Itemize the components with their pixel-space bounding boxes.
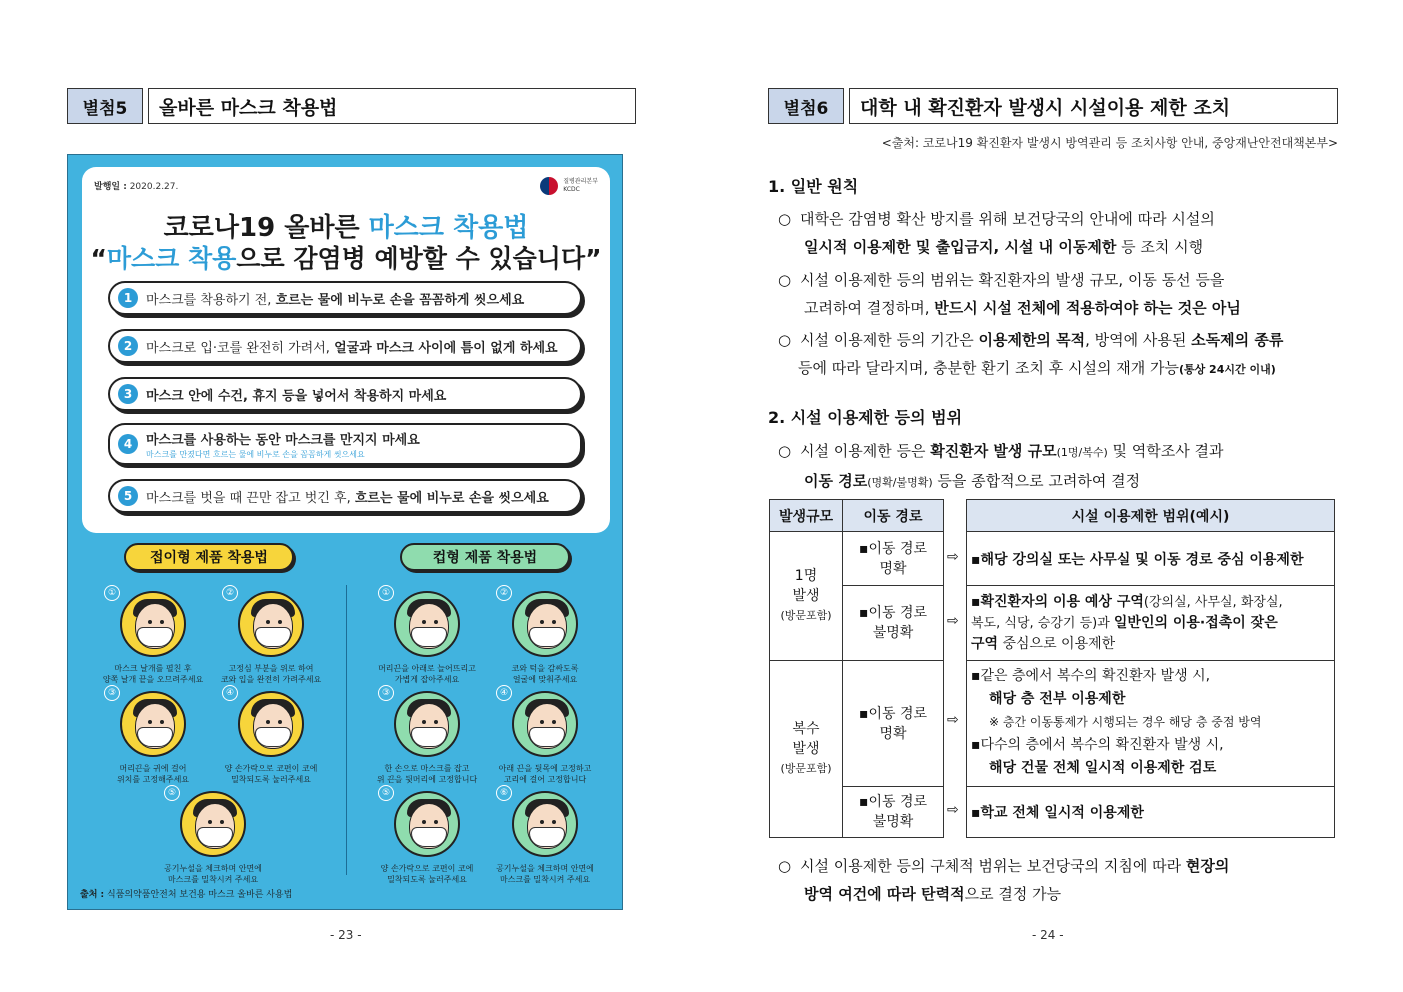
face-illustration-icon bbox=[394, 791, 460, 857]
poster-rules-panel bbox=[82, 167, 610, 533]
rule-text-b: 흐르는 물에 비누로 손을 꼼꼼하게 씻으세요 bbox=[275, 292, 525, 308]
issue-label: 발행일 : bbox=[94, 182, 127, 192]
fold-step-5 bbox=[148, 785, 278, 885]
poster-title-line2 bbox=[82, 239, 610, 275]
fold-type-title: 접이형 제품 착용법 bbox=[124, 543, 294, 571]
face-illustration-icon bbox=[512, 691, 578, 757]
poster-source-label: 출처 : bbox=[80, 890, 105, 900]
principle-2: ○ 시설 이용제한 등의 범위는 확진환자의 발생 규모, 이동 동선 등을 고려하여 결정하며, 반드시 시설 전체에 적용하여야 하는 것은 아님 bbox=[778, 266, 1338, 322]
scope-closing: ○ 시설 이용제한 등의 구체적 범위는 보건당국의 지침에 따라 현장의 방역 여건에 따라 탄력적으로 결정 가능 bbox=[778, 852, 1338, 908]
header-route: 이동 경로 bbox=[842, 499, 944, 532]
step-caption: 한 손으로 마스크를 잡고 위 끈을 뒷머리에 고정합니다 bbox=[376, 764, 478, 784]
header-range: 시설 이용제한 범위(예시) bbox=[966, 499, 1335, 532]
rule-number: 5 bbox=[118, 486, 138, 506]
poster-source-text: 식품의약품안전처 보건용 마스크 올바른 사용법 bbox=[107, 890, 293, 900]
step-number: ④ bbox=[222, 685, 238, 701]
issue-date bbox=[94, 179, 178, 192]
cup-step-1 bbox=[362, 585, 492, 685]
face-illustration-icon bbox=[238, 591, 304, 657]
cup-step-2 bbox=[480, 585, 610, 685]
arrow-icon: ⇨ bbox=[947, 802, 959, 818]
rule-text bbox=[146, 487, 549, 506]
route-unclear-2: ▪이동 경로 불명확 bbox=[842, 786, 944, 838]
kcdc-text bbox=[563, 178, 598, 194]
arrow-icon: ⇨ bbox=[947, 549, 959, 565]
poster-source bbox=[80, 887, 292, 900]
rule-number: 2 bbox=[118, 336, 138, 356]
group-multiple-cases: 복수 발생 (방문포함) bbox=[769, 660, 843, 838]
title2-b: 마스크 착용 bbox=[106, 244, 237, 273]
agency-name: 질병관리본부 bbox=[563, 178, 598, 185]
face-illustration-icon bbox=[238, 691, 304, 757]
rule-text bbox=[146, 429, 420, 460]
range-one-unclear: ▪확진환자의 이용 예상 구역(강의실, 사무실, 화장실, 복도, 식당, 승강기 등)과 일반인의 이용·접촉이 잦은 구역 중심으로 이용제한 bbox=[966, 585, 1335, 661]
step-caption: 양 손가락으로 코편이 코에 밀착되도록 눌러주세요 bbox=[380, 864, 474, 884]
section-general-principles: 1. 일반 원칙 bbox=[768, 177, 859, 196]
step-caption: 마스크 날개를 펼친 후 양쪽 날개 끝을 오므려주세요 bbox=[102, 664, 204, 684]
issue-date-value: 2020.2.27. bbox=[129, 182, 179, 192]
mask-poster bbox=[67, 154, 623, 910]
step-number: ② bbox=[496, 585, 512, 601]
step-caption: 머리끈을 아래로 늘어뜨리고 가볍게 잡아주세요 bbox=[378, 664, 476, 684]
title2-a: “ bbox=[90, 244, 107, 273]
step-caption: 코와 턱을 감싸도록 얼굴에 맞춰주세요 bbox=[511, 664, 579, 684]
fold-step-2 bbox=[206, 585, 336, 685]
principle-1: ○ 대학은 감염병 확산 방지를 위해 보건당국의 안내에 따라 시설의 일시적 이용제한 및 출입금지, 시설 내 이동제한 등 조치 시행 bbox=[778, 205, 1338, 261]
rule-subtext: 마스크를 만졌다면 흐르는 물에 비누로 손을 꼼꼼하게 씻으세요 bbox=[146, 449, 365, 459]
method-divider bbox=[346, 585, 347, 875]
step-number: ③ bbox=[378, 685, 394, 701]
agency-abbr: KCDC bbox=[563, 186, 580, 193]
rule-text-a: 마스크로 입·코를 완전히 가려서, bbox=[146, 340, 335, 356]
step-caption: 아래 끈을 뒷목에 고정하고 고리에 걸어 고정합니다 bbox=[498, 764, 592, 784]
cup-step-5 bbox=[362, 785, 492, 885]
face-illustration-icon bbox=[512, 791, 578, 857]
rule-text-a: 마스크를 착용하기 전, bbox=[146, 292, 276, 308]
appendix6-title: 대학 내 확진환자 발생시 시설이용 제한 조치 bbox=[849, 88, 1338, 124]
step-number: ⑤ bbox=[378, 785, 394, 801]
fold-step-4 bbox=[206, 685, 336, 785]
rule-3 bbox=[108, 377, 582, 411]
rule-text bbox=[146, 337, 558, 356]
route-unclear-1: ▪이동 경로 불명확 bbox=[842, 585, 944, 661]
rule-text-a: 마스크를 벗을 때 끈만 잡고 벗긴 후, bbox=[146, 490, 355, 506]
title1-b: 마스크 착용법 bbox=[368, 213, 529, 243]
header-scale: 발생규모 bbox=[769, 499, 843, 532]
kcdc-logo-block bbox=[540, 177, 598, 195]
step-number: ① bbox=[378, 585, 394, 601]
rule-5 bbox=[108, 479, 582, 513]
document-source: <출처: 코로나19 확진환자 발생시 방역관리 등 조치사항 안내, 중앙재난안전대책본부> bbox=[881, 136, 1338, 150]
fold-step-3 bbox=[88, 685, 218, 785]
step-number: ② bbox=[222, 585, 238, 601]
face-illustration-icon bbox=[120, 591, 186, 657]
arrow-icon: ⇨ bbox=[947, 613, 959, 629]
cup-step-3 bbox=[362, 685, 492, 785]
rule-number: 3 bbox=[118, 384, 138, 404]
range-multi-clear: ▪같은 층에서 복수의 확진환자 발생 시, 해당 층 전부 이용제한 ※ 층간 이동통제가 시행되는 경우 해당 층 중점 방역 ▪다수의 층에서 복수의 확진환자 발생 시, 해당 건물 전체 일시적 이용제한 검토 bbox=[966, 660, 1335, 787]
arrow-icon: ⇨ bbox=[947, 712, 959, 728]
step-number: ④ bbox=[496, 685, 512, 701]
title1-a: 코로나19 올바른 bbox=[163, 213, 369, 243]
step-number: ① bbox=[104, 585, 120, 601]
cup-step-4 bbox=[480, 685, 610, 785]
page-number-left: - 23 - bbox=[330, 928, 362, 942]
circle-bullet-icon: ○ bbox=[778, 442, 792, 460]
step-number: ⑤ bbox=[164, 785, 180, 801]
step-caption: 머리끈을 귀에 걸어 위치를 고정해주세요 bbox=[116, 764, 190, 784]
circle-bullet-icon: ○ bbox=[778, 271, 792, 289]
cup-type-title: 컵형 제품 착용법 bbox=[400, 543, 570, 571]
step-caption: 공기누설을 체크하며 안면에 마스크를 밀착시켜 주세요 bbox=[164, 864, 262, 884]
step-number: ③ bbox=[104, 685, 120, 701]
title2-c: 으로 감염병 예방할 수 있습니다” bbox=[236, 244, 602, 273]
step-caption: 고정심 부분을 위로 하여 코와 입을 완전히 가려주세요 bbox=[220, 664, 322, 684]
page-number-right: - 24 - bbox=[1032, 928, 1064, 942]
principle-3: ○ 시설 이용제한 등의 기간은 이용제한의 목적, 방역에 사용된 소독제의 종류 등에 따라 달라지며, 충분한 환기 조치 후 시설의 재개 가능(통상 24시간 이내) bbox=[778, 326, 1338, 384]
appendix5-title: 올바른 마스크 착용법 bbox=[148, 88, 636, 124]
rule-text-b: 마스크를 사용하는 동안 마스크를 만지지 마세요 bbox=[146, 432, 420, 448]
face-illustration-icon bbox=[180, 791, 246, 857]
step-caption: 양 손가락으로 코편이 코에 밀착되도록 눌러주세요 bbox=[224, 764, 318, 784]
taegeuk-logo-icon bbox=[540, 177, 558, 195]
rule-number: 1 bbox=[118, 288, 138, 308]
rule-1 bbox=[108, 281, 582, 315]
circle-bullet-icon: ○ bbox=[778, 210, 792, 228]
rule-2 bbox=[108, 329, 582, 363]
group-one-case: 1명 발생 (방문포함) bbox=[769, 531, 843, 661]
face-illustration-icon bbox=[512, 591, 578, 657]
rule-text-b: 얼굴과 마스크 사이에 틈이 없게 하세요 bbox=[334, 340, 558, 356]
step-caption: 공기누설을 체크하며 안면에 마스크를 밀착시켜 주세요 bbox=[496, 864, 594, 884]
face-illustration-icon bbox=[394, 691, 460, 757]
route-clear-1: ▪이동 경로 명확 bbox=[842, 531, 944, 586]
cup-step-6 bbox=[480, 785, 610, 885]
face-illustration-icon bbox=[394, 591, 460, 657]
rule-text-b: 흐르는 물에 비누로 손을 씻으세요 bbox=[354, 490, 549, 506]
rule-4 bbox=[108, 423, 582, 465]
rule-text-b: 마스크 안에 수건, 휴지 등을 넣어서 착용하지 마세요 bbox=[146, 388, 447, 404]
route-clear-2: ▪이동 경로 명확 bbox=[842, 660, 944, 787]
circle-bullet-icon: ○ bbox=[778, 857, 792, 875]
rule-text bbox=[146, 385, 446, 404]
circle-bullet-icon: ○ bbox=[778, 331, 792, 349]
appendix6-tag: 별첨6 bbox=[768, 88, 844, 124]
rule-number: 4 bbox=[118, 434, 138, 454]
range-one-clear: ▪해당 강의실 또는 사무실 및 이동 경로 중심 이용제한 bbox=[966, 531, 1335, 586]
fold-step-1 bbox=[88, 585, 218, 685]
step-number: ⑥ bbox=[496, 785, 512, 801]
scope-intro: ○ 시설 이용제한 등은 확진환자 발생 규모(1명/복수) 및 역학조사 결과 이동 경로(명확/불명확) 등을 종합적으로 고려하여 결정 bbox=[778, 437, 1338, 497]
appendix5-tag: 별첨5 bbox=[67, 88, 143, 124]
rule-text bbox=[146, 289, 524, 308]
face-illustration-icon bbox=[120, 691, 186, 757]
section-restriction-scope: 2. 시설 이용제한 등의 범위 bbox=[768, 408, 963, 427]
range-multi-unclear: ▪학교 전체 일시적 이용제한 bbox=[966, 786, 1335, 838]
